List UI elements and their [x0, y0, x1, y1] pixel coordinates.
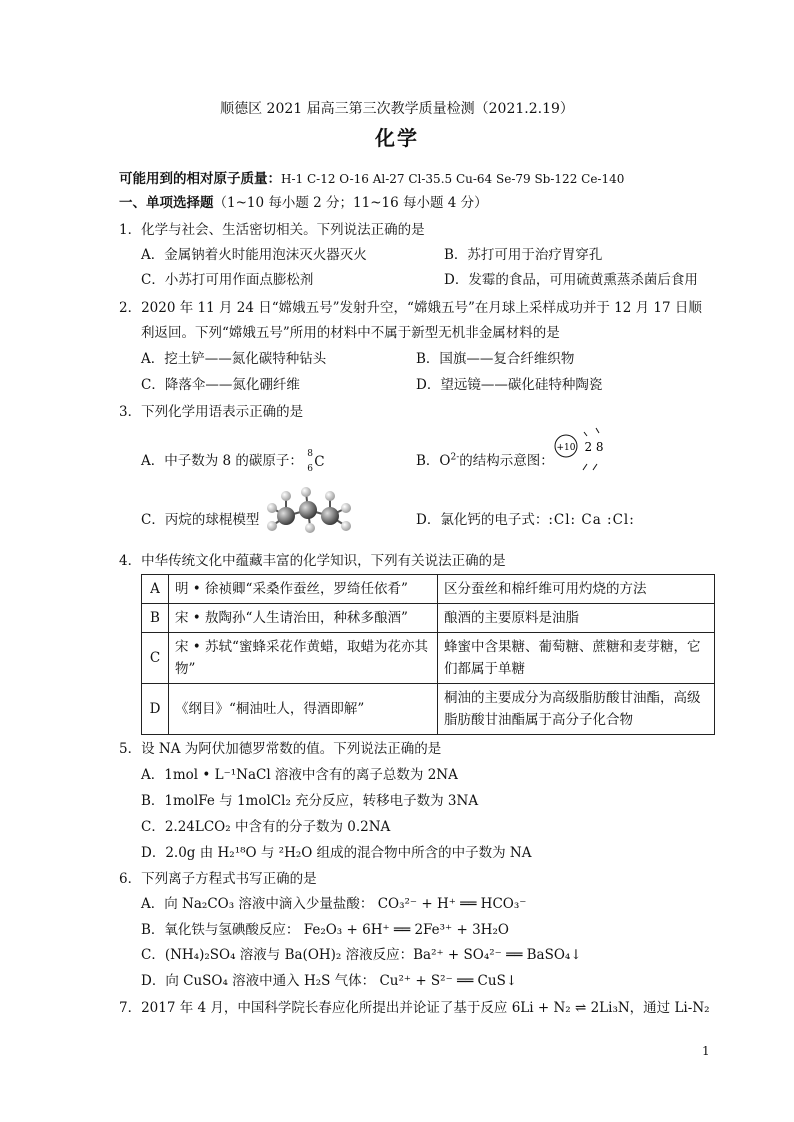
page-number: 1	[702, 1044, 710, 1058]
electron-shells: 2 8	[584, 440, 604, 454]
q5-option-b: B．1molFe 与 1molCl₂ 充分反应，转移电子数为 3NA	[141, 793, 479, 809]
q4-row-key: B	[142, 604, 169, 633]
nucleus-charge: +10	[556, 443, 576, 453]
q1-option-a: A．金属钠着火时能用泡沫灭火器灭火	[141, 247, 367, 263]
q3-option-a	[141, 448, 329, 474]
q6-option-d: D．向 CuSO₄ 溶液中通入 H₂S 气体： Cu²⁺ + S²⁻ ══ CuS↓	[141, 973, 518, 989]
q2-option-b: B．国旗——复合纤维织物	[416, 351, 575, 367]
element-symbol: C	[314, 453, 325, 470]
q4-row-quote: 明 • 徐祯卿“采桑作蚕丝，罗绮任依肴”	[169, 575, 438, 604]
atomic-mass-line	[119, 170, 624, 188]
oxide-ion-structure-diagram	[552, 424, 612, 472]
q4-table-row	[142, 604, 715, 633]
q3-option-b-post: 的结构示意图：	[459, 453, 554, 469]
propane-ball-stick-model	[262, 486, 358, 538]
q1-stem: 1．化学与社会、生活密切相关。下列说法正确的是	[119, 222, 425, 238]
q4-stem: 4．中华传统文化中蕴藏丰富的化学知识，下列有关说法正确的是	[119, 553, 506, 569]
atomic-number: 6	[307, 463, 313, 474]
q3-option-d-text: D．氯化钙的电子式：	[416, 512, 549, 528]
q4-table	[141, 574, 715, 735]
q4-table-row	[142, 684, 715, 735]
q5-option-c: C．2.24LCO₂ 中含有的分子数为 0.2NA	[141, 819, 391, 835]
q4-table-row	[142, 575, 715, 604]
q5-stem: 5．设 NA 为阿伏加德罗常数的值。下列说法正确的是	[119, 741, 442, 757]
q4-row-quote: 宋 • 敖陶孙“人生请治田，种秫多酿酒”	[169, 604, 438, 633]
q2-stem-line1: 2．2020 年 11 月 24 日“嫦娥五号”发射升空，“嫦娥五号”在月球上采样成功并于 12 月 17 日顺	[119, 300, 702, 316]
q4-table-row	[142, 633, 715, 684]
subject-title: 化学	[375, 126, 419, 150]
q7-stem: 7．2017 年 4 月，中国科学院长春应化所提出并论证了基于反应 6Li + N₂ ⇌ 2Li₃N，通过 Li-N₂	[119, 1000, 710, 1016]
q4-row-key: D	[142, 684, 169, 735]
q4-row-key: A	[142, 575, 169, 604]
q3-option-b	[416, 452, 554, 470]
section1-heading	[119, 194, 488, 212]
atomic-mass-label: 可能用到的相对原子质量：	[119, 171, 281, 187]
q2-option-a: A．挖土铲——氮化碳特种钻头	[141, 351, 327, 367]
q3-stem: 3．下列化学用语表示正确的是	[119, 404, 304, 420]
q2-stem-line2: 利返回。下列“嫦娥五号”所用的材料中不属于新型无机非金属材料的是	[141, 325, 560, 341]
q4-row-statement: 区分蚕丝和棉纤维可用灼烧的方法	[438, 575, 715, 604]
q4-row-statement: 蜂蜜中含果糖、葡萄糖、蔗糖和麦芽糖，它们都属于单糖	[438, 633, 715, 684]
q3-option-a-text: A．中子数为 8 的碳原子：	[141, 453, 303, 469]
section1-title: 一、单项选择题	[119, 195, 214, 211]
q3-option-c: C．丙烷的球棍模型	[141, 512, 260, 528]
q4-row-statement: 桐油的主要成分为高级脂肪酸甘油酯，高级脂肪酸甘油酯属于高分子化合物	[438, 684, 715, 735]
q4-row-statement: 酿酒的主要原料是油脂	[438, 604, 715, 633]
q2-option-d: D．望远镜——碳化硅特种陶瓷	[416, 377, 603, 393]
carbon-isotope-notation	[307, 448, 329, 474]
q1-option-d: D．发霉的食品，可用硫黄熏蒸杀菌后食用	[444, 272, 698, 288]
q3-option-d	[416, 511, 635, 529]
exam-title: 顺德区 2021 届高三第三次教学质量检测（2021.2.19）	[220, 101, 574, 117]
atomic-mass-values: H-1 C-12 O-16 Al-27 Cl-35.5 Cu-64 Se-79 Sb-122 Ce-140	[281, 172, 625, 186]
q6-option-a: A．向 Na₂CO₃ 溶液中滴入少量盐酸： CO₃²⁻ + H⁺ ══ HCO₃⁻	[141, 896, 527, 912]
q6-stem: 6．下列离子方程式书写正确的是	[119, 871, 317, 887]
mass-number: 8	[307, 448, 313, 459]
q5-option-d: D．2.0g 由 H₂¹⁸O 与 ²H₂O 组成的混合物中所含的中子数为 NA	[141, 845, 532, 861]
q2-option-c: C．降落伞——氮化硼纤维	[141, 377, 300, 393]
q3-option-b-pre: B．O	[416, 453, 451, 469]
q6-option-c: C．(NH₄)₂SO₄ 溶液与 Ba(OH)₂ 溶液反应：Ba²⁺ + SO₄²⁻ ══ BaSO₄↓	[141, 947, 582, 963]
q1-option-b: B．苏打可用于治疗胃穿孔	[444, 247, 603, 263]
q4-row-quote: 宋 • 苏轼“蜜蜂采花作黄蜡，取蜡为花亦其物”	[169, 633, 438, 684]
q1-option-c: C．小苏打可用作面点膨松剂	[141, 272, 314, 288]
q6-option-b: B．氧化铁与氢碘酸反应： Fe₂O₃ + 6H⁺ ══ 2Fe³⁺ + 3H₂O	[141, 922, 509, 938]
q3-option-b-charge: 2-	[450, 452, 460, 463]
q4-row-key: C	[142, 633, 169, 684]
q5-option-a: A．1mol • L⁻¹NaCl 溶液中含有的离子总数为 2NA	[141, 767, 458, 783]
q4-row-quote: 《纲目》“桐油吐人，得酒即解”	[169, 684, 438, 735]
calcium-chloride-electron-formula: :Cl: Ca :Cl:	[548, 512, 635, 528]
section1-note: （1~10 每小题 2 分；11~16 每小题 4 分）	[213, 195, 488, 211]
